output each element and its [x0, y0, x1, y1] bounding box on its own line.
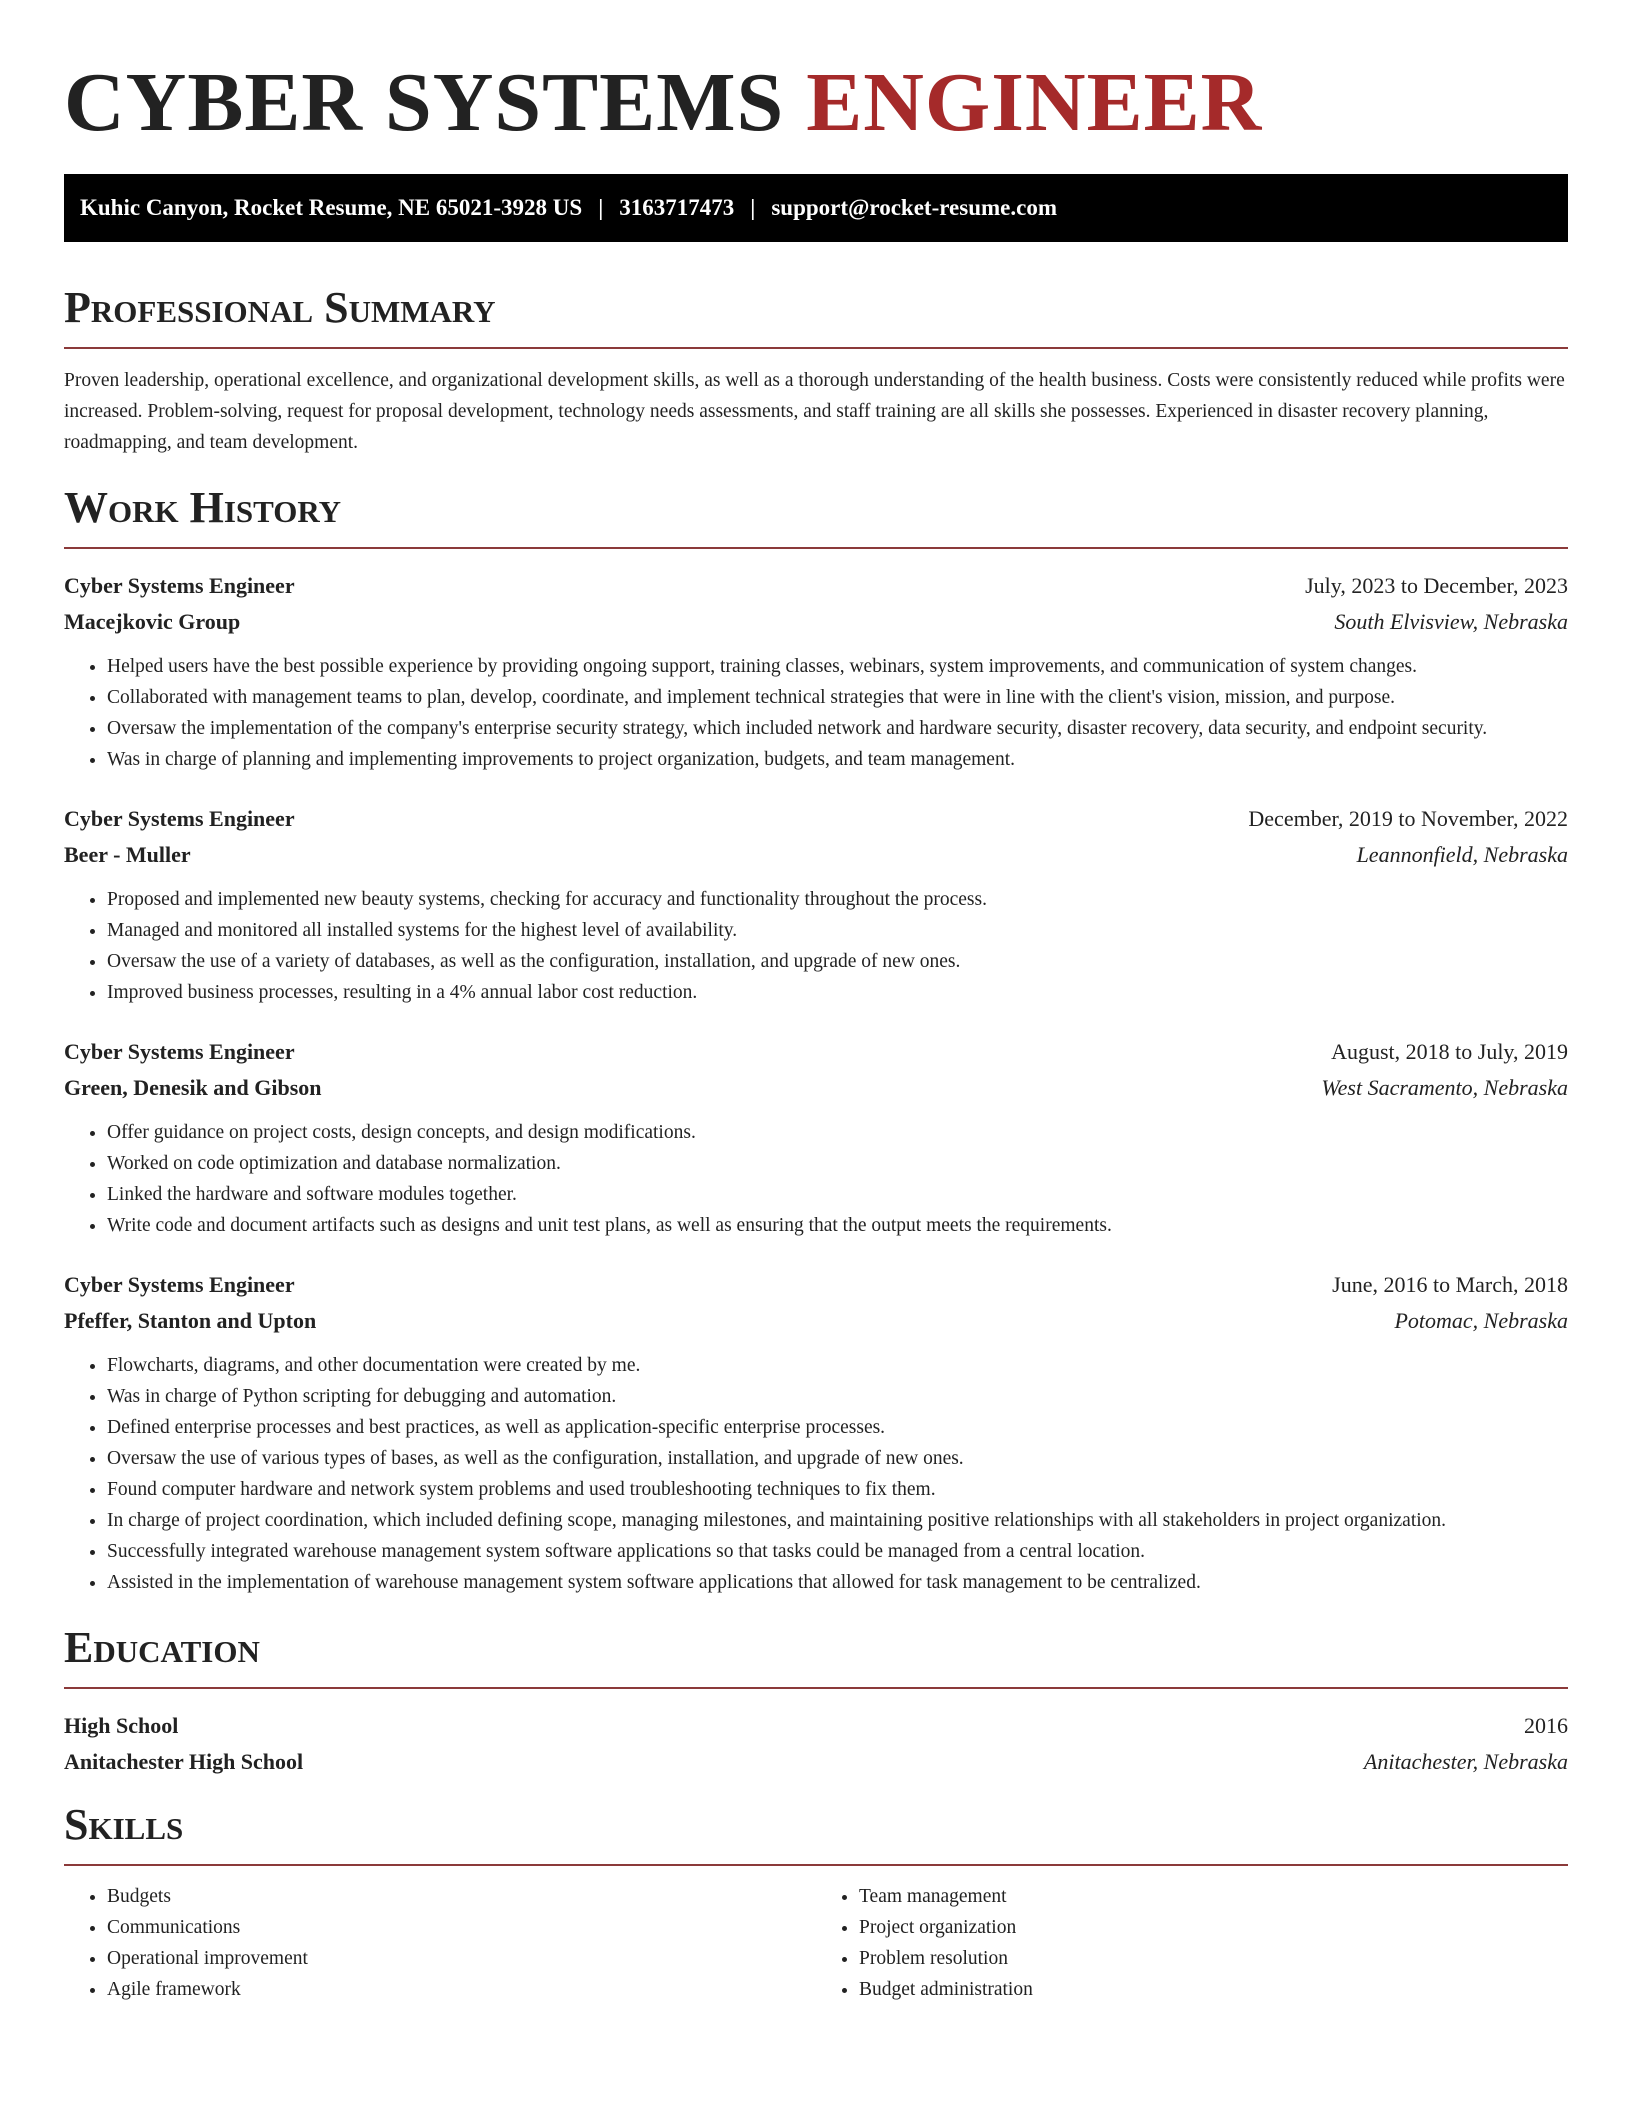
summary-text: Proven leadership, operational excellence, and organizational development skills, as well as a thorough understanding of the health business. Costs were consistently reduced while profits were increased. Problem-solving, request for proposal development, technology needs assessments, and staff training are all skills she possesses. Experienced in disaster recovery planning, roadmapping, and team development. [64, 370, 1565, 453]
education-location: Anitachester, Nebraska [1363, 1749, 1568, 1774]
skill-item: • Project organization [859, 1912, 1568, 1943]
job-company: Macejkovic Group [64, 609, 241, 634]
section-divider [64, 1864, 1568, 1866]
job-bullets [64, 1350, 1568, 1598]
job-location: Leannonfield, Nebraska [1356, 842, 1568, 867]
section-divider [64, 1687, 1568, 1689]
job-company: Green, Denesik and Gibson [64, 1075, 322, 1100]
job-bullet: • Was in charge of planning and implementing improvements to project organization, budgets, and team management. [107, 744, 1568, 775]
job-location: West Sacramento, Nebraska [1321, 1075, 1568, 1100]
title-main: CYBER SYSTEMS [64, 56, 807, 149]
job-bullet: • Managed and monitored all installed systems for the highest level of availability. [107, 915, 1568, 946]
job-bullet: • In charge of project coordination, which included defining scope, managing milestones, and maintaining positive relationships with all stakeholders in project organization. [107, 1505, 1568, 1536]
job-bullets [64, 884, 1568, 1008]
skills-column-right [816, 1881, 1568, 2005]
skills-list [64, 1881, 1568, 2005]
job-bullet: • Oversaw the use of various types of bases, as well as the configuration, installation, and upgrade of new ones. [107, 1443, 1568, 1474]
contact-phone[interactable]: 3163717473 [619, 195, 735, 220]
skills-column-left [64, 1881, 816, 2005]
work-history-list [64, 568, 1568, 1598]
job-bullet: • Collaborated with management teams to plan, develop, coordinate, and implement technical strategies that were in line with the client's vision, mission, and purpose. [107, 682, 1568, 713]
job-title: Cyber Systems Engineer [64, 573, 295, 598]
job-dates: June, 2016 to March, 2018 [1332, 1272, 1568, 1297]
skill-item: • Communications [107, 1912, 816, 1943]
section-heading-skills: Skills [64, 1800, 184, 1849]
skill-item: • Operational improvement [107, 1943, 816, 1974]
skill-item: • Team management [859, 1881, 1568, 1912]
job-company: Pfeffer, Stanton and Upton [64, 1308, 317, 1333]
resume-title [64, 0, 1568, 172]
job-bullet: • Linked the hardware and software modules together. [107, 1179, 1568, 1210]
contact-separator: | [750, 195, 756, 220]
job-bullet: • Successfully integrated warehouse management system software applications so that tasks could be managed from a central location. [107, 1536, 1568, 1567]
job-title: Cyber Systems Engineer [64, 806, 295, 831]
job-company: Beer - Muller [64, 842, 191, 867]
job-bullet: • Flowcharts, diagrams, and other documentation were created by me. [107, 1350, 1568, 1381]
contact-separator: | [598, 195, 604, 220]
contact-email[interactable]: support@rocket-resume.com [771, 195, 1057, 220]
contact-bar [64, 174, 1568, 242]
job-entry [64, 1267, 1568, 1598]
skill-item: • Budget administration [859, 1974, 1568, 2005]
section-divider [64, 547, 1568, 549]
skill-item: • Agile framework [107, 1974, 816, 2005]
job-dates: December, 2019 to November, 2022 [1248, 806, 1568, 831]
section-heading-work-history: Work History [64, 483, 342, 532]
job-bullet: • Proposed and implemented new beauty systems, checking for accuracy and functionality throughout the process. [107, 884, 1568, 915]
section-divider [64, 347, 1568, 349]
title-accent: ENGINEER [806, 56, 1263, 149]
job-bullet: • Offer guidance on project costs, design concepts, and design modifications. [107, 1117, 1568, 1148]
job-entry [64, 801, 1568, 1008]
job-bullet: • Found computer hardware and network system problems and used troubleshooting techniques to fix them. [107, 1474, 1568, 1505]
job-bullet: • Helped users have the best possible experience by providing ongoing support, training classes, webinars, system improvements, and communication of system changes. [107, 651, 1568, 682]
job-bullet: • Improved business processes, resulting in a 4% annual labor cost reduction. [107, 977, 1568, 1008]
job-bullet: • Was in charge of Python scripting for debugging and automation. [107, 1381, 1568, 1412]
education-degree: High School [64, 1713, 179, 1738]
job-bullets [64, 1117, 1568, 1241]
job-dates: August, 2018 to July, 2019 [1331, 1039, 1568, 1064]
skill-item: • Budgets [107, 1881, 816, 1912]
job-bullet: • Worked on code optimization and database normalization. [107, 1148, 1568, 1179]
skill-item: • Problem resolution [859, 1943, 1568, 1974]
job-dates: July, 2023 to December, 2023 [1305, 573, 1568, 598]
job-location: South Elvisview, Nebraska [1334, 609, 1568, 634]
section-heading-summary: Professional Summary [64, 283, 496, 332]
contact-address: Kuhic Canyon, Rocket Resume, NE 65021-3928 US [80, 195, 583, 220]
job-bullets [64, 651, 1568, 775]
job-bullet: • Oversaw the implementation of the company's enterprise security strategy, which included network and hardware security, disaster recovery, data security, and endpoint security. [107, 713, 1568, 744]
job-bullet: • Write code and document artifacts such as designs and unit test plans, as well as ensuring that the output meets the requirements. [107, 1210, 1568, 1241]
job-bullet: • Assisted in the implementation of warehouse management system software applications that allowed for task management to be centralized. [107, 1567, 1568, 1598]
education-school: Anitachester High School [64, 1749, 304, 1774]
job-title: Cyber Systems Engineer [64, 1039, 295, 1064]
education-entry [64, 1708, 1568, 1780]
section-heading-education: Education [64, 1623, 260, 1672]
job-bullet: • Defined enterprise processes and best practices, as well as application-specific enterprise processes. [107, 1412, 1568, 1443]
job-entry [64, 568, 1568, 775]
job-title: Cyber Systems Engineer [64, 1272, 295, 1297]
job-location: Potomac, Nebraska [1394, 1308, 1568, 1333]
job-entry [64, 1034, 1568, 1241]
job-bullet: • Oversaw the use of a variety of databases, as well as the configuration, installation, and upgrade of new ones. [107, 946, 1568, 977]
education-year: 2016 [1524, 1713, 1568, 1738]
